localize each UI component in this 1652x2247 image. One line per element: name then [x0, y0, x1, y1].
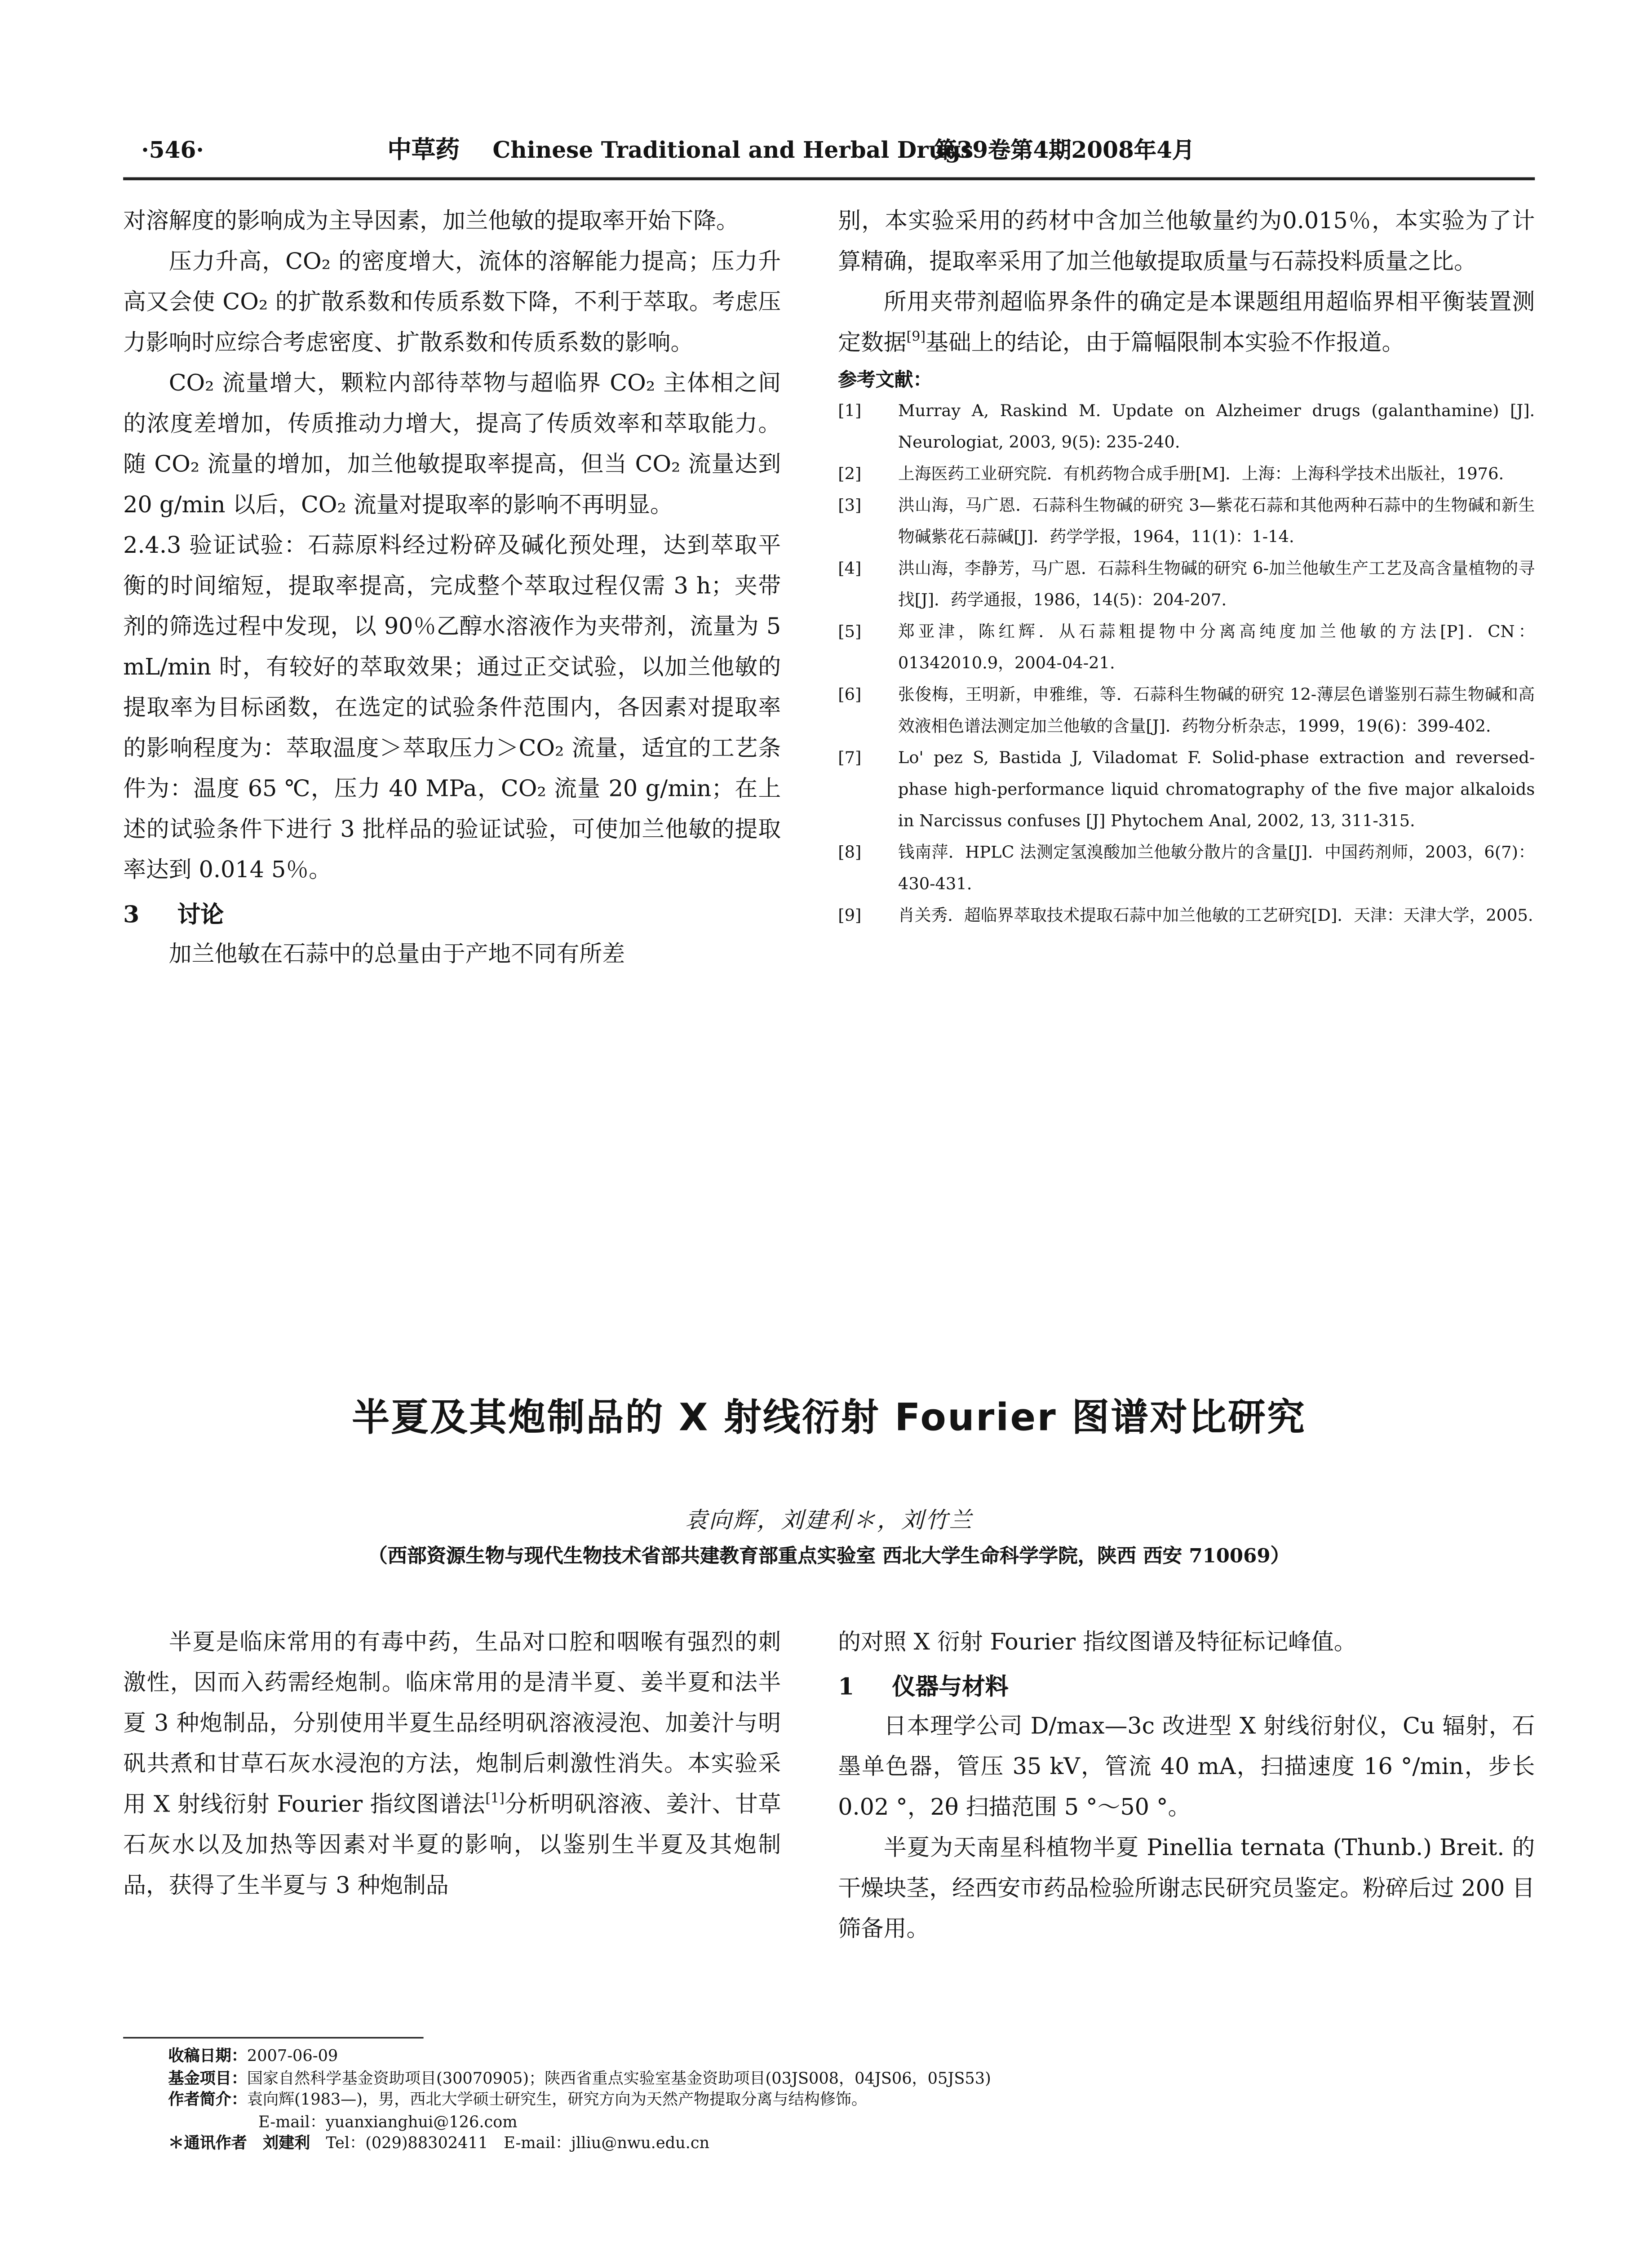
reference-text: 肖关秀．超临界萃取技术提取石蒜中加兰他敏的工艺研究[D]．天津：天津大学，2005.	[898, 906, 1533, 926]
references-title: 参考文献：	[838, 368, 932, 391]
reference-item	[838, 837, 1535, 900]
reference-item	[838, 490, 1535, 553]
journal-name-cn: 中草药	[387, 135, 460, 164]
reference-text: 上海医药工业研究院．有机药物合成手册[M]．上海：上海科学技术出版社，1976.	[898, 464, 1504, 484]
section-number: 3	[123, 900, 140, 928]
reference-number: [5]	[838, 622, 862, 642]
footnote-value: 2007-06-09	[247, 2047, 338, 2066]
article-right-column	[838, 1622, 1535, 1950]
section-title: 讨论	[177, 900, 224, 928]
prev-article-left-column	[123, 201, 781, 975]
issue-info: 第39卷第4期2008年4月	[934, 137, 1195, 164]
article-authors: 袁向辉，刘建利＊，刘竹兰	[685, 1506, 974, 1534]
paragraph-verification-test: 2.4.3 验证试验：石蒜原料经过粉碎及碱化预处理，达到萃取平衡的时间缩短，提取率提高，完成整个萃取过程仅需 3 h；夹带剂的筛选过程中发现，以 90％乙醇水溶液作为夹带剂，流量为 5 mL/min 时，有较好的萃取效果；通过正交试验，以加兰他敏的提取率为目标函数，在选定的试验条件范围内，各因素对提取率的影响程度为：萃取温度＞萃取压力＞CO₂ 流量，适宜的工艺条件为：温度 65 ℃，压力 40 MPa，CO₂ 流量 20 g/min；在上述的试验条件下进行 3 批样品的验证试验，可使加兰他敏的提取率达到 0.014 5％。	[123, 532, 781, 884]
reference-item	[838, 616, 1535, 679]
paragraph: 的对照 X 衍射 Fourier 指纹图谱及特征标记峰值。	[838, 1628, 1357, 1656]
paragraph-introduction	[123, 1622, 781, 1906]
text-run: 所用夹带剂超临界条件的确定是本课题组用超临界相平衡装置测定数据	[838, 288, 1535, 356]
footnote-label: 作者简介：	[168, 2091, 247, 2109]
paragraph: 压力升高，CO₂ 的密度增大，流体的溶解能力提高；压力升高又会使 CO₂ 的扩散系数和传质系数下降，不利于萃取。考虑压力影响时应综合考虑密度、扩散系数和传质系数的影响。	[123, 248, 781, 356]
text-run: 基础上的结论，由于篇幅限制本实验不作报道。	[926, 329, 1405, 356]
reference-list	[838, 395, 1535, 931]
reference-item	[838, 458, 1535, 490]
reference-number: [4]	[838, 559, 862, 578]
reference-number: [8]	[838, 843, 862, 862]
footnote-received	[168, 2046, 1519, 2068]
reference-number: [1]	[838, 401, 862, 421]
paragraph-instruments: 日本理学公司 D/max—3c 改进型 X 射线衍射仪，Cu 辐射，石墨单色器，管压 35 kV，管流 40 mA，扫描速度 16 °/min，步长 0.02 °，2θ 扫描范围 5 °～50 °。	[838, 1712, 1535, 1821]
article-title: 半夏及其炮制品的 X 射线衍射 Fourier 图谱对比研究	[352, 1395, 1307, 1439]
reference-text: 钱南萍．HPLC 法测定氢溴酸加兰他敏分散片的含量[J]．中国药剂师，2003，6(7)：430-431.	[898, 843, 1535, 894]
reference-number: [3]	[838, 496, 862, 515]
reference-number: [7]	[838, 748, 862, 768]
footnote-label: 基金项目：	[168, 2069, 247, 2087]
paragraph: 对溶解度的影响成为主导因素，加兰他敏的提取率开始下降。	[123, 207, 739, 235]
reference-item	[838, 395, 1535, 458]
section-heading-discussion	[123, 894, 781, 934]
prev-article-right-column	[838, 201, 1535, 932]
reference-text: 郑亚津，陈红辉．从石蒜粗提物中分离高纯度加兰他敏的方法[P]．CN：01342010.9，2004-04-21.	[898, 622, 1535, 673]
footnote-label: 收稿日期：	[168, 2047, 247, 2066]
citation-marker: [1]	[485, 1792, 505, 1807]
footnote-fund	[168, 2068, 1519, 2089]
reference-item	[838, 553, 1535, 616]
paragraph	[838, 282, 1535, 364]
article-affiliation: （西部资源生物与现代生物技术省部共建教育部重点实验室 西北大学生命科学学院，陕西 西安 710069）	[368, 1545, 1290, 1568]
paragraph-materials: 半夏为天南星科植物半夏 Pinellia ternata (Thunb.) Breit. 的干燥块茎，经西安市药品检验所谢志民研究员鉴定。粉碎后过 200 目筛备用。	[838, 1834, 1535, 1943]
reference-text: Murray A, Raskind M. Update on Alzheimer drugs (galanthamine) [J]. Neurologiat, 2003, 9(5): 235-240.	[898, 401, 1535, 453]
reference-item	[838, 900, 1535, 931]
footnote-rule	[123, 2037, 424, 2038]
reference-number: [2]	[838, 464, 862, 484]
footnote-value: Tel：(029)88302411 E-mail：jlliu@nwu.edu.cn	[326, 2134, 710, 2153]
reference-text: 洪山海，李静芳，马广恩．石蒜科生物碱的研究 6-加兰他敏生产工艺及高含量植物的寻找[J]．药学通报，1986，14(5)：204-207.	[898, 559, 1535, 610]
reference-text: 张俊梅，王明新，申雅维，等．石蒜科生物碱的研究 12-薄层色谱鉴别石蒜生物碱和高效液相色谱法测定加兰他敏的含量[J]．药物分析杂志，1999，19(6)：399-402.	[898, 685, 1535, 736]
journal-name-en: Chinese Traditional and Herbal Drugs	[492, 137, 974, 164]
section-number: 1	[838, 1672, 855, 1701]
paragraph: CO₂ 流量增大，颗粒内部待萃物与超临界 CO₂ 主体相之间的浓度差增加，传质推动力增大，提高了传质效率和萃取能力。随 CO₂ 流量的增加，加兰他敏提取率提高，但当 CO₂ 流量达到 20 g/min 以后，CO₂ 流量对提取率的影响不再明显。	[123, 369, 781, 519]
paragraph: 别，本实验采用的药材中含加兰他敏量约为0.015％，本实验为了计算精确，提取率采用了加兰他敏提取质量与石蒜投料质量之比。	[838, 207, 1535, 275]
text-run: 半夏是临床常用的有毒中药，生品对口腔和咽喉有强烈的刺激性，因而入药需经炮制。临床常用的是清半夏、姜半夏和法半夏 3 种炮制品，分别使用半夏生品经明矾溶液浸泡、加姜汁与明矾共煮和甘草石灰水浸泡的方法，炮制后刺激性消失。本实验采用 X 射线衍射 Fourier 指纹图谱法	[123, 1628, 781, 1818]
footnote-value: 国家自然科学基金资助项目(30070905)；陕西省重点实验室基金资助项目(03JS008，04JS06，05JS53)	[247, 2069, 991, 2087]
reference-number: [6]	[838, 685, 862, 705]
footnote-author-bio	[168, 2090, 1519, 2111]
text-run: 分析明矾溶液、姜汁、甘草石灰水以及加热等因素对半夏的影响，以鉴别生半夏及其炮制品，获得了生半夏与 3 种炮制品	[123, 1790, 781, 1899]
section-heading-instruments	[838, 1666, 1535, 1706]
section-title: 仪器与材料	[892, 1672, 1009, 1701]
reference-text: 洪山海，马广恩．石蒜科生物碱的研究 3—紫花石蒜和其他两种石蒜中的生物碱和新生物碱紫花石蒜碱[J]．药学学报，1964，11(1)：1-14.	[898, 496, 1535, 547]
page-number: ·546·	[141, 137, 204, 164]
citation-marker: [9]	[906, 330, 926, 346]
footnotes	[168, 2046, 1519, 2155]
reference-item	[838, 742, 1535, 837]
footnote-corresponding-author	[168, 2133, 1519, 2155]
footnote-author-email: E-mail：yuanxianghui@126.com	[258, 2113, 518, 2131]
article-left-column	[123, 1622, 781, 1906]
reference-number: [9]	[838, 906, 862, 926]
reference-item	[838, 679, 1535, 742]
header-rule	[123, 177, 1535, 180]
footnote-label: ＊通讯作者 刘建利	[168, 2134, 310, 2153]
paragraph: 加兰他敏在石蒜中的总量由于产地不同有所差	[168, 940, 625, 968]
reference-text: Lo' pez S, Bastida J, Viladomat F. Solid-phase extraction and reversed-phase high-performance liquid chromatography of the five major alkaloids in Narcissus confuses [J] Phytochem Anal, 2002, 13, 311-315.	[898, 748, 1535, 831]
footnote-value: 袁向辉(1983—)，男，西北大学硕士研究生，研究方向为天然产物提取分离与结构修饰。	[247, 2091, 868, 2109]
